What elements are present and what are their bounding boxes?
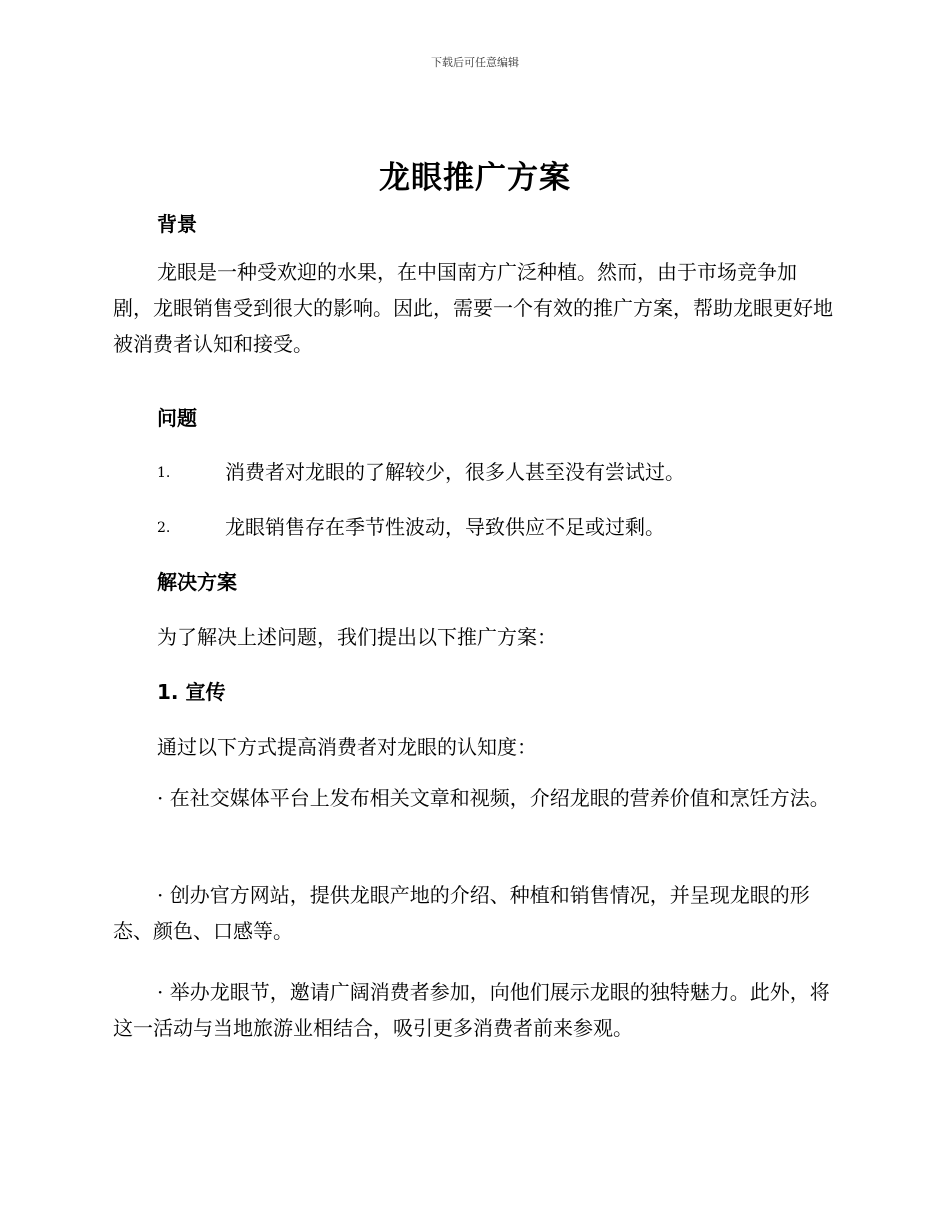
- list-number: 2.: [157, 520, 171, 536]
- section-heading-background: 背景: [157, 212, 197, 236]
- list-number: 1.: [157, 465, 171, 481]
- section-heading-solution: 解决方案: [157, 570, 237, 594]
- list-text: 龙眼销售存在季节性波动，导致供应不足或过剩。: [225, 515, 665, 539]
- document-title: 龙眼推广方案: [379, 160, 571, 196]
- section-heading-problems: 问题: [157, 406, 197, 430]
- background-paragraph: 龙眼是一种受欢迎的水果，在中国南方广泛种植。然而，由于市场竞争加剧，龙眼销售受到很大的影响。因此，需要一个有效的推广方案，帮助龙眼更好地被消费者认知和接受。: [113, 260, 833, 356]
- subsection-heading-publicity: 1. 宣传: [157, 680, 226, 704]
- header-note: 下载后可任意编辑: [431, 56, 519, 69]
- bullet-paragraph: · 在社交媒体平台上发布相关文章和视频，介绍龙眼的营养价值和烹饪方法。: [157, 786, 830, 810]
- problem-list-item: [157, 456, 685, 485]
- bullet-paragraph: · 创办官方网站，提供龙眼产地的介绍、种植和销售情况，并呈现龙眼的形态、颜色、口感等。: [113, 883, 810, 943]
- problem-list-item: [157, 511, 665, 540]
- bullet-paragraph: · 举办龙眼节，邀请广阔消费者参加，向他们展示龙眼的独特魅力。此外，将这一活动与当地旅游业相结合，吸引更多消费者前来参观。: [113, 980, 830, 1040]
- list-text: 消费者对龙眼的了解较少，很多人甚至没有尝试过。: [225, 460, 685, 484]
- publicity-intro: 通过以下方式提高消费者对龙眼的认知度：: [157, 735, 537, 759]
- solution-intro: 为了解决上述问题，我们提出以下推广方案：: [157, 625, 557, 649]
